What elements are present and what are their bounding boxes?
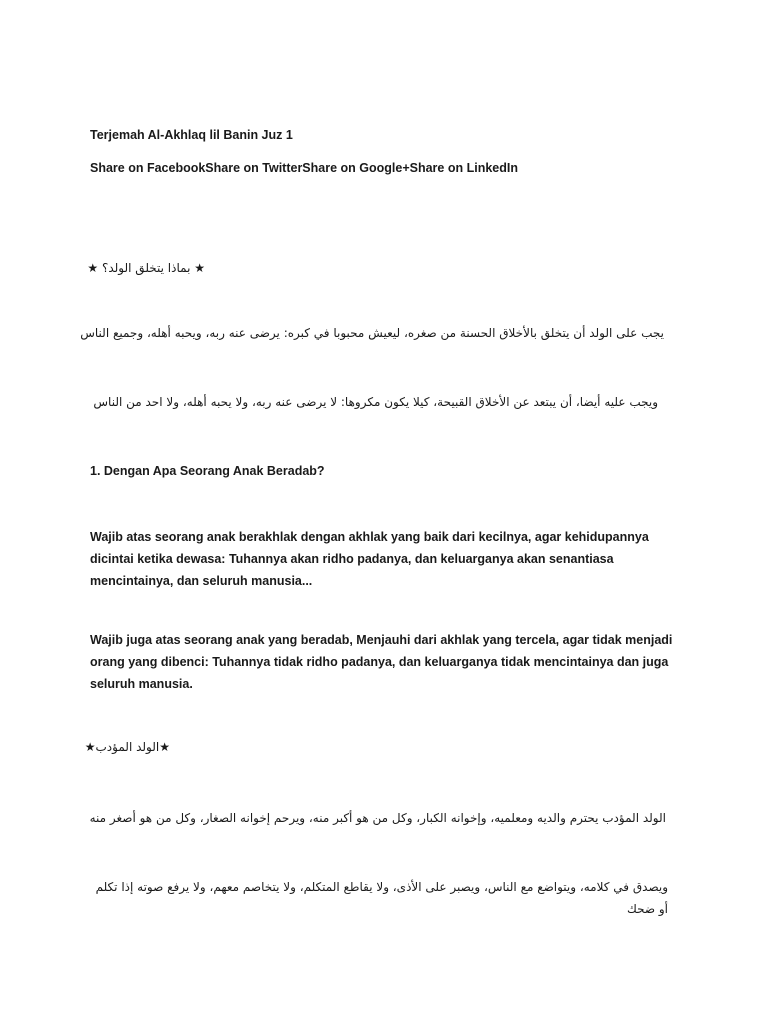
arabic-paragraph-1: يجب على الولد أن يتخلق بالأخلاق الحسنة من صغره، ليعيش محبوبا في كبره: يرضى عنه ربه، ويحبه أهله، وجميع الناس	[80, 326, 664, 340]
translation-paragraph-1: Wajib atas seorang anak berakhlak dengan akhlak yang baik dari kecilnya, agar kehidupannya dicintai ketika dewasa: Tuhannya akan ridho padanya, dan keluarganya akan senantiasa mencintainya, dan seluruh manusia...	[90, 530, 649, 588]
arabic-paragraph-3: الولد المؤدب يحترم والديه ومعلميه، وإخوانه الكبار، وكل من هو أكبر منه، ويرحم إخوانه الصغار، وكل من هو أصغر منه	[89, 811, 666, 825]
arabic-heading-2: ★الولد المؤدب★	[84, 740, 170, 754]
arabic-heading-1: ★ بماذا يتخلق الولد؟ ★	[87, 261, 205, 275]
translation-paragraph-2: Wajib juga atas seorang anak yang beradab, Menjauhi dari akhlak yang tercela, agar tidak menjadi orang yang dibenci: Tuhannya tidak ridho padanya, dan keluarganya tidak mencintainya dan juga seluruh manusia.	[90, 633, 673, 691]
document-title: Terjemah Al-Akhlaq lil Banin Juz 1	[90, 128, 293, 142]
arabic-paragraph-4: ويصدق في كلامه، ويتواضع مع الناس، ويصبر على الأذى، ولا يقاطع المتكلم، ولا يتخاصم معهم، ولا يرفع صوته إذا تكلم أو ضحك	[95, 880, 668, 916]
share-links[interactable]: Share on FacebookShare on TwitterShare on Google+Share on LinkedIn	[90, 161, 518, 175]
section-heading-1: 1. Dengan Apa Seorang Anak Beradab?	[90, 464, 325, 478]
arabic-paragraph-2: ويجب عليه أيضا، أن يبتعد عن الأخلاق القبيحة، كيلا يكون مكروها: لا يرضى عنه ربه، ولا يحبه أهله، ولا احد من الناس	[93, 395, 658, 409]
